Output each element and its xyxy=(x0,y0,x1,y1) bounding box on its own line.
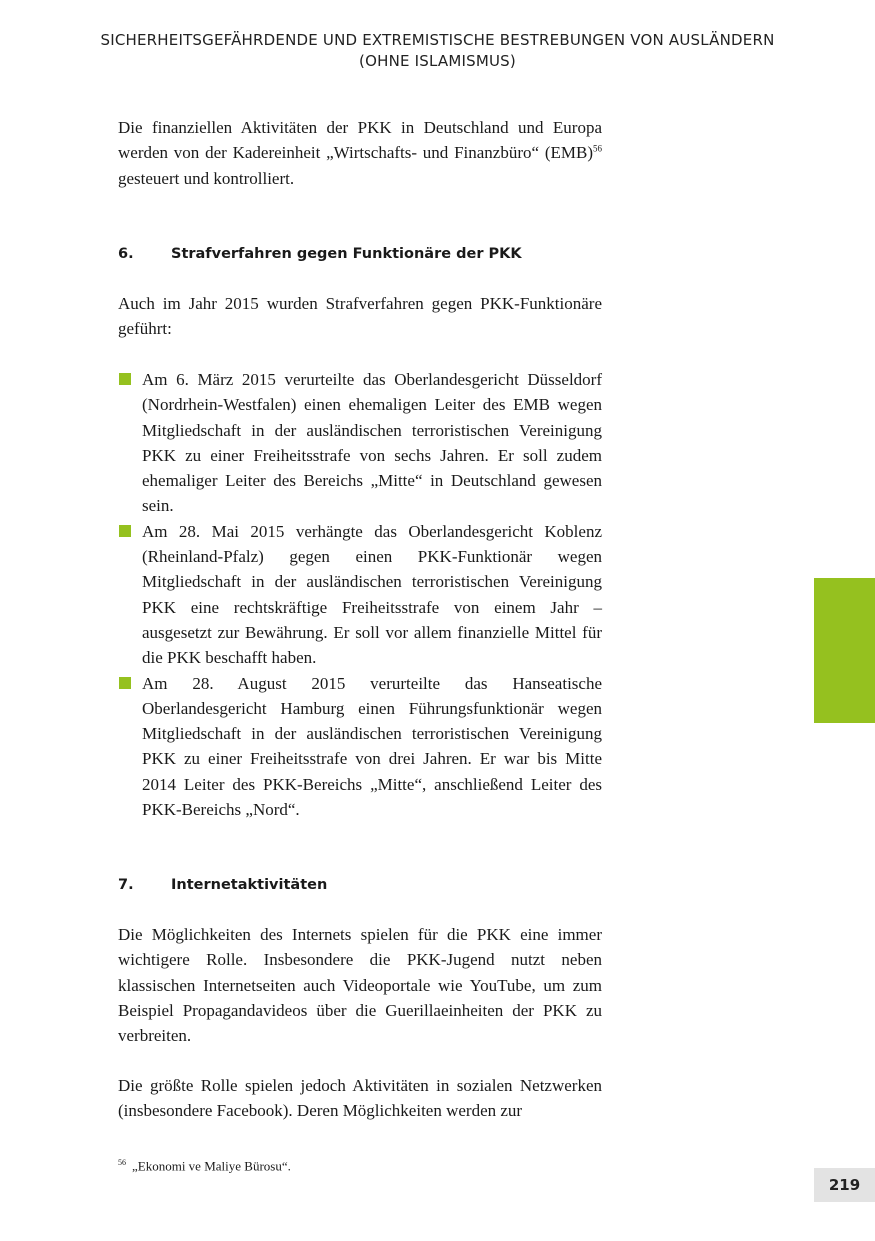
list-item xyxy=(118,519,602,671)
footnote-number: 56 xyxy=(118,1158,126,1167)
footnote xyxy=(118,1154,291,1175)
list-item-text: Am 6. März 2015 verurteilte das Oberlandesgericht Düsseldorf (Nordrhein-Westfalen) einen ehemaligen Leiter des EMB wegen Mitgliedschaft in der ausländischen terroristischen Vereinigung PKK zu einer Freiheitsstrafe von sechs Jahren. Er soll zudem ehemaliger Leiter des Bereichs „Mitte“ in Deutschland gewesen sein. xyxy=(142,370,602,516)
section-6-intro: Auch im Jahr 2015 wurden Strafverfahren gegen PKK-Funktionäre geführt: xyxy=(118,294,602,339)
chapter-side-tab xyxy=(814,578,875,723)
section-7-paragraph-1: Die Möglichkeiten des Internets spielen für die PKK eine immer wichtigere Rolle. Insbesondere die PKK-Jugend nutzt neben klassischen Internetseiten auch Videoportale wie YouTube, um zum Beispiel Propagandavideos über die Guerillaeinheiten der PKK zu verbreiten. xyxy=(118,925,602,1046)
green-square-bullet-icon xyxy=(119,373,131,385)
list-item xyxy=(118,671,602,823)
green-square-bullet-icon xyxy=(119,677,131,689)
running-header-line-1: SICHERHEITSGEFÄHRDENDE UND EXTREMISTISCHE BESTREBUNGEN VON AUSLÄNDERN xyxy=(100,31,775,49)
section-6-number: 6. xyxy=(118,246,134,262)
section-7-heading xyxy=(118,875,602,895)
intro-text: Die finanziellen Aktivitäten der PKK in Deutschland und Europa werden von der Kadereinheit „Wirtschafts- und Finanzbüro“ (EMB) xyxy=(118,118,602,163)
court-cases-list xyxy=(118,367,602,822)
footnote-text: „Ekonomi ve Maliye Bürosu“. xyxy=(132,1158,291,1174)
page-number: 219 xyxy=(814,1168,875,1202)
section-7-title: Internetaktivitäten xyxy=(171,877,328,893)
list-item xyxy=(118,367,602,519)
running-header xyxy=(0,30,875,72)
section-7-paragraph-2: Die größte Rolle spielen jedoch Aktivitäten in sozialen Netzwerken (insbesondere Facebook). Deren Möglichkeiten werden zur xyxy=(118,1076,602,1121)
footnote-reference[interactable]: 56 xyxy=(593,143,602,154)
list-item-text: Am 28. August 2015 verurteilte das Hanseatische Oberlandesgericht Hamburg einen Führungsfunktionär wegen Mitgliedschaft in der ausländischen terroristischen Vereinigung PKK zu einer Freiheitsstrafe von drei Jahren. Er war bis Mitte 2014 Leiter des PKK-Bereichs „Mitte“, anschließend Leiter des PKK-Bereichs „Nord“. xyxy=(142,673,602,820)
green-square-bullet-icon xyxy=(119,525,131,537)
section-6-heading xyxy=(118,244,602,264)
intro-text-after: gesteuert und kontrolliert. xyxy=(118,168,295,188)
list-item-text: Am 28. Mai 2015 verhängte das Oberlandesgericht Koblenz (Rheinland-Pfalz) gegen einen PKK-Funktionär wegen Mitgliedschaft in der ausländischen terroristischen Vereinigung PKK eine rechtskräftige Freiheitsstrafe von einem Jahr – ausgesetzt zur Bewährung. Er soll vor allem finanzielle Mittel für die PKK beschafft haben. xyxy=(142,521,602,668)
section-6-title: Strafverfahren gegen Funktionäre der PKK xyxy=(171,246,522,262)
section-7-number: 7. xyxy=(118,877,134,893)
intro-paragraph xyxy=(118,115,602,191)
running-header-line-2: (OHNE ISLAMISMUS) xyxy=(359,52,516,70)
